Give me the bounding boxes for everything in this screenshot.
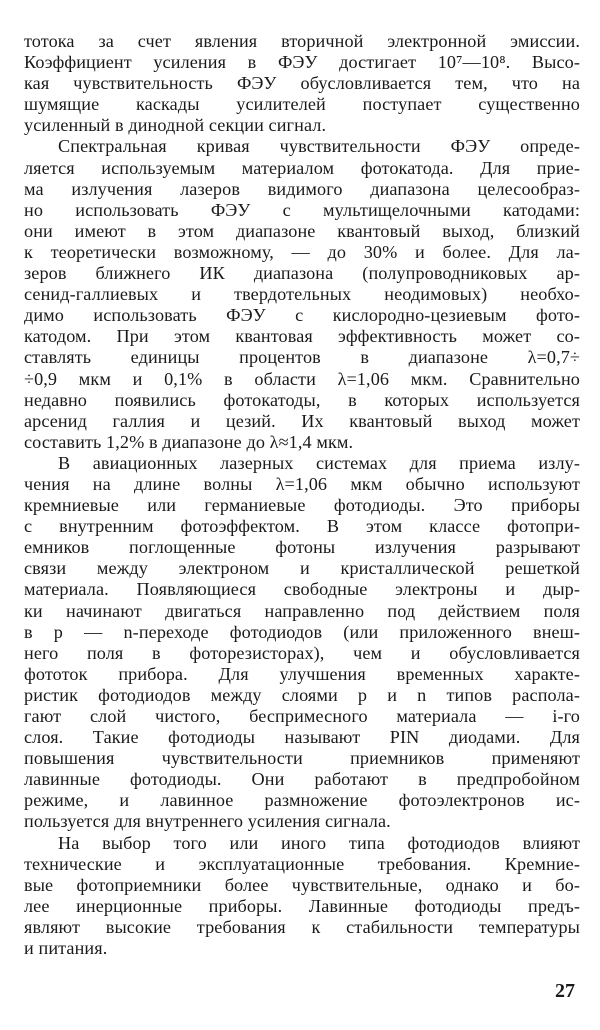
page-body: [24, 31, 580, 959]
text-line: катодом. При этом квантовая эффективность может со-: [24, 326, 580, 347]
text-line: слоя. Такие фотодиоды называют PIN диодами. Для: [24, 727, 580, 748]
paragraph: [24, 833, 580, 960]
text-line: В авиационных лазерных системах для приема излу-: [58, 452, 580, 473]
text-line: они имеют в этом диапазоне квантовый выход, близкий: [24, 220, 580, 241]
text-line: пользуется для внутреннего усиления сигнала.: [24, 811, 391, 832]
text-line: вые фотоприемники более чувствительные, однако и бо-: [24, 874, 580, 895]
text-line: ставлять единицы процентов в диапазоне λ=0,7÷: [24, 347, 580, 368]
text-line: На выбор того или иного типа фотодиодов влияют: [58, 832, 580, 853]
text-line: ки начинают двигаться направленно под действием поля: [24, 600, 580, 621]
text-line: связи между электроном и кристаллической решеткой: [24, 558, 580, 579]
text-line: ристик фотодиодов между слоями p и n типов распола-: [24, 684, 580, 705]
text-line: него поля в фоторезисторах), чем и обусловливается: [24, 642, 580, 663]
text-line: лее инерционные приборы. Лавинные фотодиоды предъ-: [24, 895, 580, 916]
text-line: составить 1,2% в диапазоне до λ≈1,4 мкм.: [24, 431, 354, 452]
text-line: но использовать ФЭУ с мультищелочными катодами:: [24, 199, 580, 220]
text-line: в p — n-переходе фотодиодов (или приложенного внеш-: [24, 621, 580, 642]
text-line: гают слой чистого, беспримесного материала — i-го: [24, 706, 580, 726]
text-line: повышения чувствительности приемников применяют: [24, 748, 580, 769]
text-line: материала. Появляющиеся свободные электроны и дыр-: [24, 579, 580, 600]
text-line: лавинные фотодиоды. Они работают в предпробойном: [24, 769, 580, 790]
page-number: 27: [555, 980, 575, 1002]
text-line: зеров ближнего ИК диапазона (полупроводниковых ар-: [24, 263, 580, 284]
text-line: шумящие каскады усилителей поступает существенно: [24, 94, 580, 115]
text-line: Коэффициент усиления в ФЭУ достигает 10⁷—10⁸. Высо-: [24, 52, 580, 73]
text-line: и питания.: [24, 938, 108, 959]
text-line: с внутренним фотоэффектом. В этом классе фотопри-: [24, 516, 580, 537]
text-line: димо использовать ФЭУ с кислородно-цезиевым фото-: [24, 305, 580, 326]
text-line: сенид-галлиевых и твердотельных неодимовых) необхо-: [24, 284, 580, 305]
text-line: кремниевые или германиевые фотодиоды. Это приборы: [24, 495, 580, 516]
paragraph: [24, 31, 580, 136]
text-line: ÷0,9 мкм и 0,1% в области λ=1,06 мкм. Сравнительно: [24, 368, 580, 389]
text-line: ма излучения лазеров видимого диапазона целесообраз-: [24, 178, 580, 199]
text-line: фототок прибора. Для улучшения временных характе-: [24, 663, 580, 684]
text-line: кая чувствительность ФЭУ обусловливается тем, что на: [24, 73, 580, 94]
text-line: режиме, и лавинное размножение фотоэлектронов ис-: [24, 790, 580, 811]
text-line: к теоретически возможному, — до 30% и более. Для ла-: [24, 241, 580, 262]
text-line: являют высокие требования к стабильности температуры: [24, 916, 580, 937]
text-line: чения на длине волны λ=1,06 мкм обычно используют: [24, 473, 580, 494]
text-line: тотока за счет явления вторичной электронной эмиссии.: [24, 31, 580, 51]
text-line: ляется используемым материалом фотокатода. Для прие-: [24, 157, 580, 178]
text-line: емников поглощенные фотоны излучения разрывают: [24, 537, 580, 558]
text-line: технические и эксплуатационные требования. Кремние-: [24, 853, 580, 874]
paragraph: [24, 453, 580, 833]
text-line: усиленный в динодной секции сигнал.: [24, 115, 327, 136]
text-line: арсенид галлия и цезий. Их квантовый выход может: [24, 410, 580, 431]
text-line: недавно появились фотокатоды, в которых используется: [24, 389, 580, 410]
text-line: Спектральная кривая чувствительности ФЭУ опреде-: [58, 136, 580, 157]
paragraph: [24, 136, 580, 452]
